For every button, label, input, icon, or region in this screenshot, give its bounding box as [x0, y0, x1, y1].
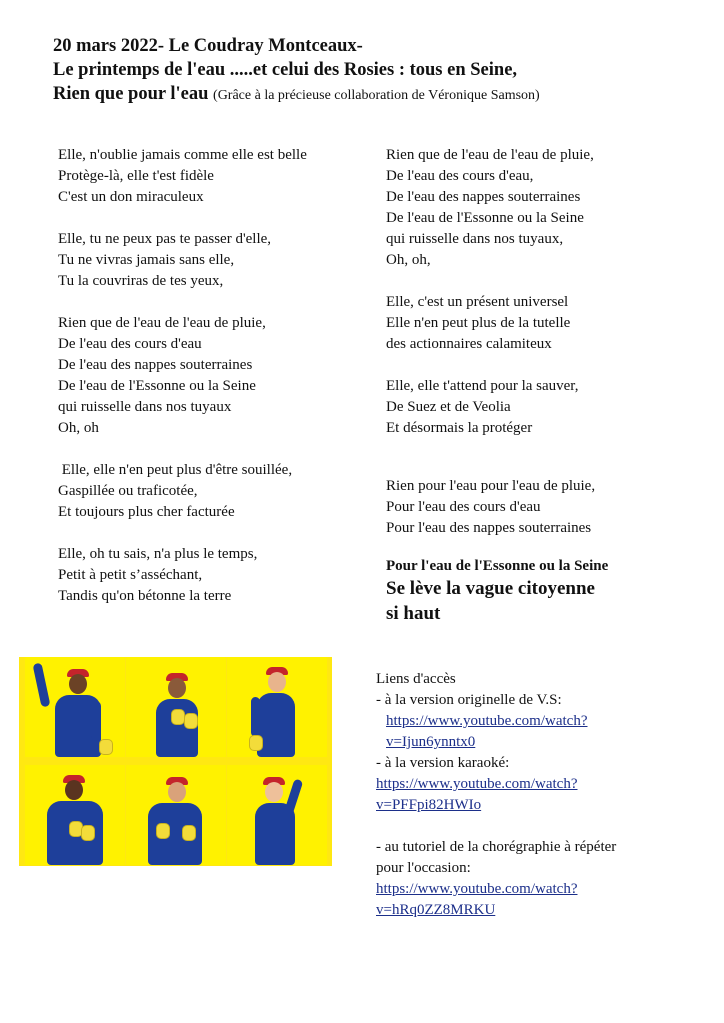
lyric-line: des actionnaires calamiteux: [386, 336, 552, 352]
rosies-photo-grid: [19, 657, 332, 866]
lyric-line: De Suez et de Veolia: [386, 399, 511, 415]
lyric-line: Rien que de l'eau de l'eau de pluie,: [386, 147, 594, 163]
header-date-place: 20 mars 2022- Le Coudray Montceaux-: [53, 36, 363, 56]
lyric-line: qui ruisselle dans nos tuyaux,: [386, 231, 564, 247]
lyric-line: Elle n'en peut plus de la tutelle: [386, 315, 571, 331]
lyric-line: Pour l'eau des cours d'eau: [386, 499, 541, 515]
lyric-line: Pour l'eau des nappes souterraines: [386, 520, 592, 536]
page-header: [53, 34, 713, 108]
lyric-line: Elle, tu ne peux pas te passer d'elle,: [58, 231, 272, 247]
lyric-line: Et toujours plus cher facturée: [58, 504, 235, 520]
rosie-photo: [25, 657, 125, 757]
link-label-tutorial: - au tutoriel de la chorégraphie à répéter: [376, 839, 617, 855]
link-original-version-cont[interactable]: [376, 732, 706, 753]
lyric-line: Elle, elle n'en peut plus d'être souillée,: [58, 462, 293, 478]
lyrics-right-column: [386, 145, 706, 626]
rosie-photo: [126, 657, 226, 757]
lyrics-left-column: [58, 145, 378, 628]
refrain-highlight: Se lève la vague citoyenne: [386, 578, 595, 599]
stanza: [58, 544, 378, 607]
header-title: Le printemps de l'eau .....et celui des Rosies : tous en Seine,: [53, 60, 518, 80]
link-tutorial[interactable]: [376, 879, 706, 900]
link-karaoke-version-cont[interactable]: [376, 795, 706, 816]
lyric-line: De l'eau des cours d'eau,: [386, 168, 534, 184]
lyric-line: Et désormais la protéger: [386, 420, 533, 436]
lyric-line: Tu la couvriras de tes yeux,: [58, 273, 224, 289]
lyric-line: De l'eau de l'Essonne ou la Seine: [386, 210, 584, 226]
lyric-line: Oh, oh,: [386, 252, 431, 268]
lyric-line: De l'eau des nappes souterraines: [386, 189, 581, 205]
stanza: [386, 145, 706, 271]
stanza: [58, 313, 378, 439]
lyric-line: Petit à petit s’asséchant,: [58, 567, 203, 583]
stanza: [386, 376, 706, 439]
lyric-line: Gaspillée ou traficotée,: [58, 483, 198, 499]
stanza: [58, 460, 378, 523]
stanza: [58, 229, 378, 292]
rosie-photo: [25, 765, 125, 865]
song-title: Rien que pour l'eau: [53, 84, 209, 104]
lyric-line: C'est un don miraculeux: [58, 189, 204, 205]
access-links: [376, 669, 706, 921]
link-karaoke-version[interactable]: [376, 774, 706, 795]
lyric-line: Tandis qu'on bétonne la terre: [58, 588, 232, 604]
rosie-photo: [227, 657, 327, 757]
link-karaoke-url-b[interactable]: v=PFFpi82HWIo: [376, 797, 482, 813]
link-label-original: - à la version originelle de V.S:: [376, 692, 562, 708]
lyric-line: Rien que de l'eau de l'eau de pluie,: [58, 315, 266, 331]
rosie-photo: [227, 765, 327, 865]
rosie-photo: [126, 765, 226, 865]
lyric-line: Tu ne vivras jamais sans elle,: [58, 252, 235, 268]
stanza: [386, 476, 706, 539]
link-tutorial-url-b[interactable]: v=hRq0ZZ8MRKU: [376, 902, 496, 918]
lyric-line: Elle, n'oublie jamais comme elle est belle: [58, 147, 307, 163]
credit-note: (Grâce à la précieuse collaboration de Véronique Samson): [213, 88, 540, 103]
refrain-line: Pour l'eau de l'Essonne ou la Seine: [386, 558, 609, 574]
link-karaoke-url-a[interactable]: https://www.youtube.com/watch?: [376, 776, 578, 792]
link-original-url-a[interactable]: https://www.youtube.com/watch?: [386, 713, 588, 729]
link-original-version[interactable]: [376, 711, 706, 732]
lyric-line: Elle, c'est un présent universel: [386, 294, 569, 310]
link-tutorial-cont[interactable]: [376, 900, 706, 921]
lyric-line: Elle, elle t'attend pour la sauver,: [386, 378, 579, 394]
lyric-line: Elle, oh tu sais, n'a plus le temps,: [58, 546, 258, 562]
lyric-line: De l'eau de l'Essonne ou la Seine: [58, 378, 256, 394]
link-original-url-b[interactable]: v=Ijun6ynntx0: [386, 734, 476, 750]
link-tutorial-url-a[interactable]: https://www.youtube.com/watch?: [376, 881, 578, 897]
link-label-tutorial-cont: pour l'occasion:: [376, 860, 471, 876]
link-label-karaoke: - à la version karaoké:: [376, 755, 510, 771]
lyric-line: Rien pour l'eau pour l'eau de pluie,: [386, 478, 596, 494]
lyric-line: De l'eau des cours d'eau: [58, 336, 202, 352]
stanza: [386, 292, 706, 355]
stanza: [58, 145, 378, 208]
lyric-line: qui ruisselle dans nos tuyaux: [58, 399, 232, 415]
lyric-line: Oh, oh: [58, 420, 99, 436]
header-subtitle: [53, 82, 713, 108]
links-title: Liens d'accès: [376, 671, 456, 687]
lyric-line: Protège-là, elle t'est fidèle: [58, 168, 214, 184]
lyric-line: De l'eau des nappes souterraines: [58, 357, 253, 373]
refrain-highlight: si haut: [386, 603, 441, 624]
